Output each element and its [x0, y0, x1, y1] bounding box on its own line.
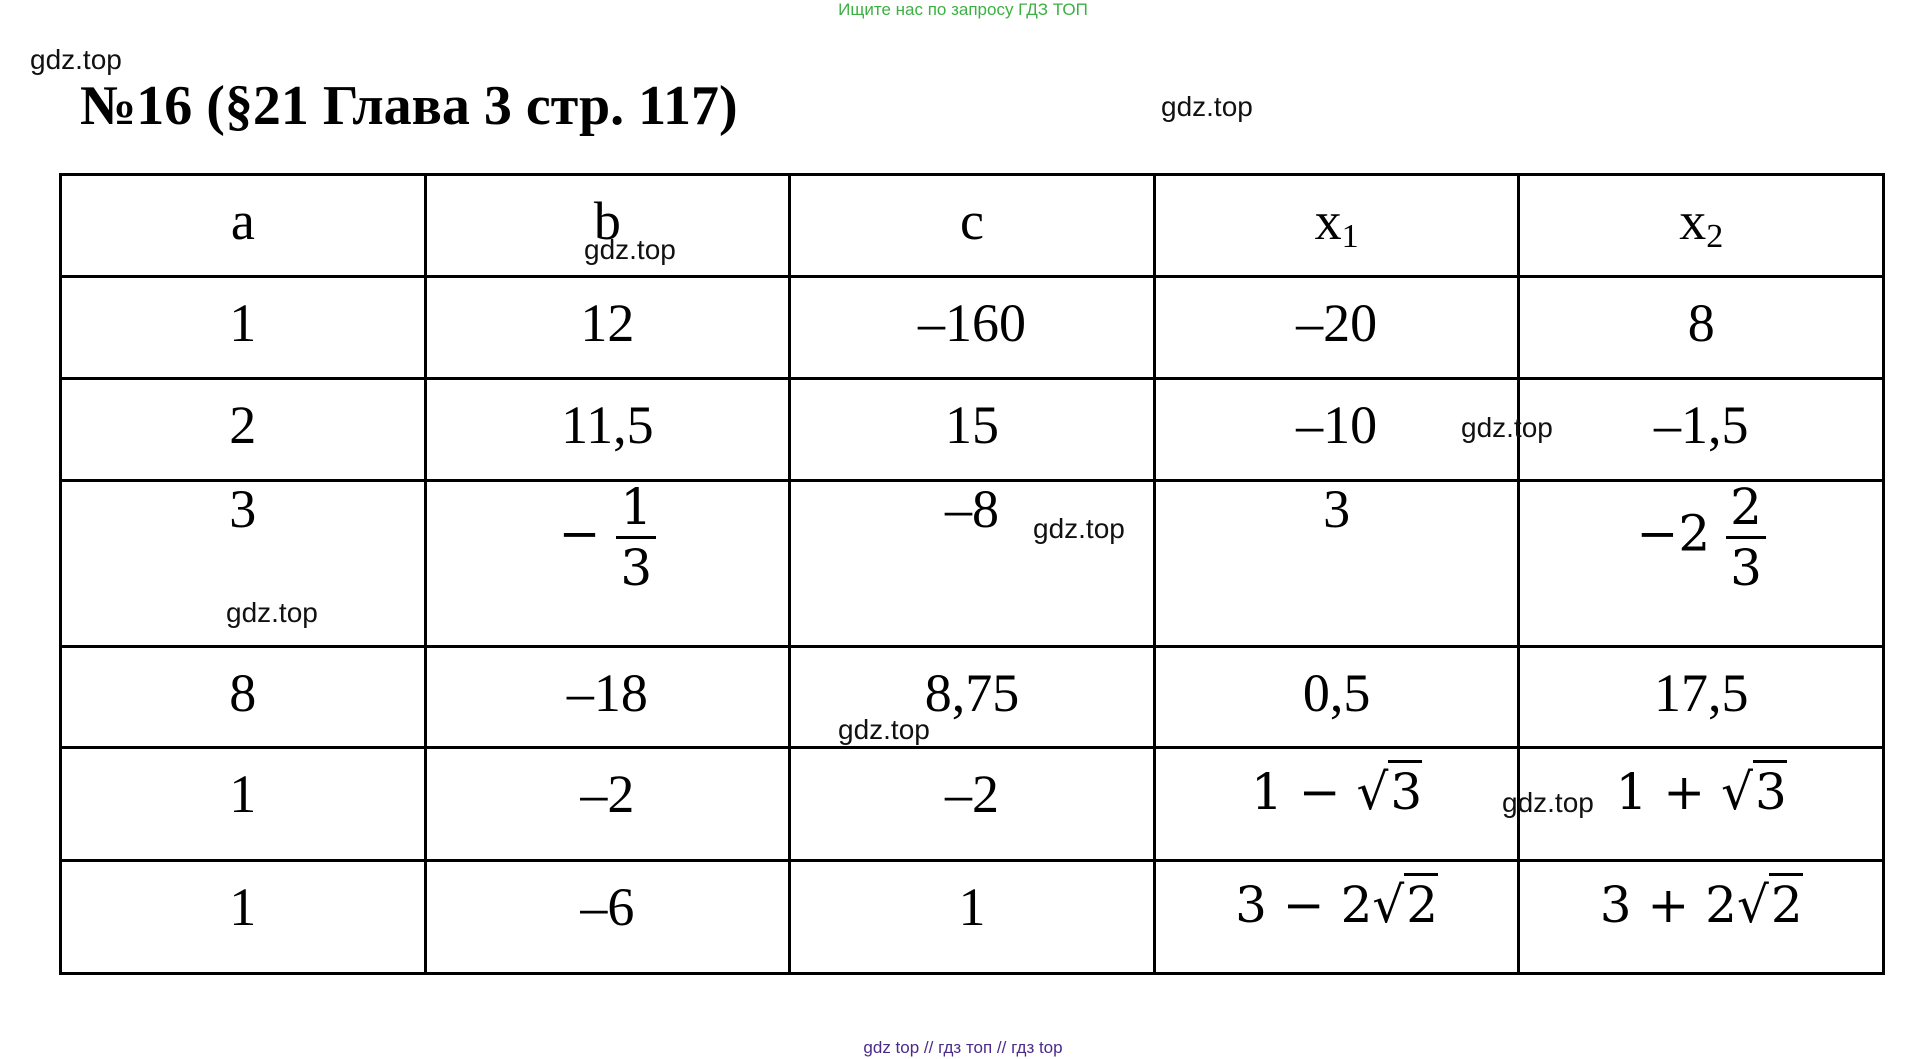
header-a: a: [61, 175, 426, 277]
cell-a: 1: [61, 861, 426, 974]
sqrt: √2: [1737, 880, 1803, 930]
cell-a: 3: [61, 481, 426, 647]
watermark: gdz.top: [584, 234, 676, 265]
cell-a: 2: [61, 379, 426, 481]
watermark: gdz.top: [1033, 513, 1125, 544]
cell-c: 1: [790, 861, 1155, 974]
cell-x2: 17,5: [1519, 647, 1884, 748]
table-header-row: [61, 175, 1884, 277]
cell-x1: 0,5: [1154, 647, 1519, 748]
cell-b: − $\frac{1}{3}$: [425, 481, 790, 647]
table-row: [61, 861, 1884, 974]
cell-b: 12: [425, 277, 790, 379]
cell-x1: –10: [1154, 379, 1519, 481]
watermark: gdz.top: [30, 44, 122, 75]
watermark: gdz.top: [1502, 787, 1594, 818]
cell-x1: 3: [1154, 481, 1519, 647]
cell-c: –160: [790, 277, 1155, 379]
fraction: $\frac{2}{3}$: [1726, 482, 1766, 593]
cell-c: –2: [790, 748, 1155, 861]
watermark: gdz.top: [1461, 412, 1553, 443]
header-x1: $x_1$: [1154, 175, 1519, 277]
cell-x2: 1 + √3: [1519, 748, 1884, 861]
header-b: b: [425, 175, 790, 277]
cell-b: –2: [425, 748, 790, 861]
cell-a: 1: [61, 277, 426, 379]
watermark: gdz.top: [1161, 91, 1253, 122]
cell-x1: 3 − 2√2: [1154, 861, 1519, 974]
table-row: [61, 379, 1884, 481]
search-banner: Ищите нас по запросу ГДЗ ТОП: [838, 0, 1088, 19]
cell-x1: 1 − √3: [1154, 748, 1519, 861]
cell-a: 8: [61, 647, 426, 748]
watermark: gdz.top: [226, 597, 318, 628]
sqrt: √3: [1721, 767, 1787, 817]
cell-b: –18: [425, 647, 790, 748]
footer-links[interactable]: gdz top // гдз топ // гдз top: [863, 1038, 1063, 1057]
table-row: [61, 647, 1884, 748]
page-title: №16 (§21 Глава 3 стр. 117): [80, 75, 738, 137]
sqrt: √3: [1356, 767, 1422, 817]
cell-c: 15: [790, 379, 1155, 481]
fraction: $\frac{1}{3}$: [616, 482, 656, 593]
cell-c: –8: [790, 481, 1155, 647]
cell-a: 1: [61, 748, 426, 861]
watermark: gdz.top: [838, 714, 930, 745]
cell-x1: –20: [1154, 277, 1519, 379]
sqrt: √2: [1372, 880, 1438, 930]
cell-x2: 3 + 2√2: [1519, 861, 1884, 974]
table-row: [61, 277, 1884, 379]
table-row: [61, 481, 1884, 647]
cell-x2: –1,5: [1519, 379, 1884, 481]
header-c: c: [790, 175, 1155, 277]
cell-b: –6: [425, 861, 790, 974]
cell-x2: −2 $\frac{2}{3}$: [1519, 481, 1884, 647]
answer-table: [59, 173, 1885, 975]
cell-b: 11,5: [425, 379, 790, 481]
cell-c: 8,75: [790, 647, 1155, 748]
header-x2: $x_2$: [1519, 175, 1884, 277]
table-row: [61, 748, 1884, 861]
cell-x2: 8: [1519, 277, 1884, 379]
